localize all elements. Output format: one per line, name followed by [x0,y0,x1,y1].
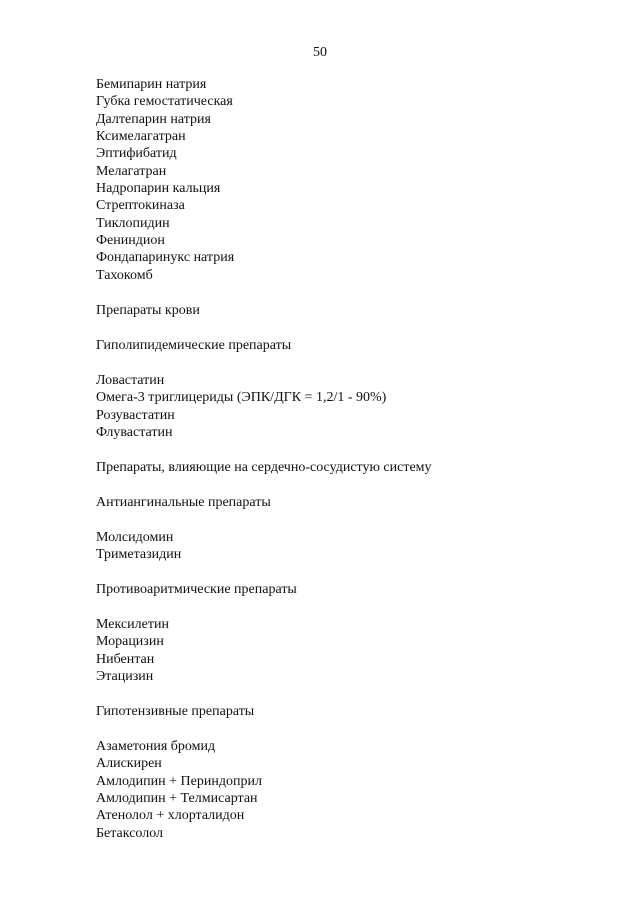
list-item: Амлодипин + Телмисартан [96,791,258,806]
list-item: Губка гемостатическая [96,94,233,109]
section-heading: Антиангинальные препараты [96,495,271,510]
list-item: Этацизин [96,669,154,684]
list-item: Алискирен [96,756,162,771]
list-item: Флувастатин [96,425,173,440]
list-item: Мелагатран [96,164,167,179]
list-item: Надропарин кальция [96,181,221,196]
list-item: Эптифибатид [96,146,177,161]
page-number: 50 [313,45,327,60]
list-item: Тахокомб [96,268,153,283]
section-heading: Гипотензивные препараты [96,704,255,719]
list-item: Амлодипин + Периндоприл [96,774,262,789]
list-item: Ксимелагатран [96,129,186,144]
section-heading: Гиполипидемические препараты [96,338,292,353]
list-item: Бетаксолол [96,826,164,841]
section-heading: Препараты крови [96,303,200,318]
list-item: Триметазидин [96,547,182,562]
list-item: Морацизин [96,634,164,649]
list-item: Фондапаринукс натрия [96,250,235,265]
list-item: Ловастатин [96,373,165,388]
list-item: Стрептокиназа [96,198,185,213]
list-item: Далтепарин натрия [96,112,211,127]
list-item: Мексилетин [96,617,169,632]
list-item: Атенолол + хлорталидон [96,808,245,823]
list-item: Тиклопидин [96,216,170,231]
list-item: Фениндион [96,233,165,248]
list-item: Нибентан [96,652,155,667]
list-item: Азаметония бромид [96,739,216,754]
list-item: Омега-3 триглицериды (ЭПК/ДГК = 1,2/1 - 90%) [96,390,387,405]
section-heading: Противоаритмические препараты [96,582,297,597]
list-item: Бемипарин натрия [96,77,207,92]
section-heading: Препараты, влияющие на сердечно-сосудистую систему [96,460,432,475]
list-item: Молсидомин [96,530,174,545]
list-item: Розувастатин [96,408,175,423]
